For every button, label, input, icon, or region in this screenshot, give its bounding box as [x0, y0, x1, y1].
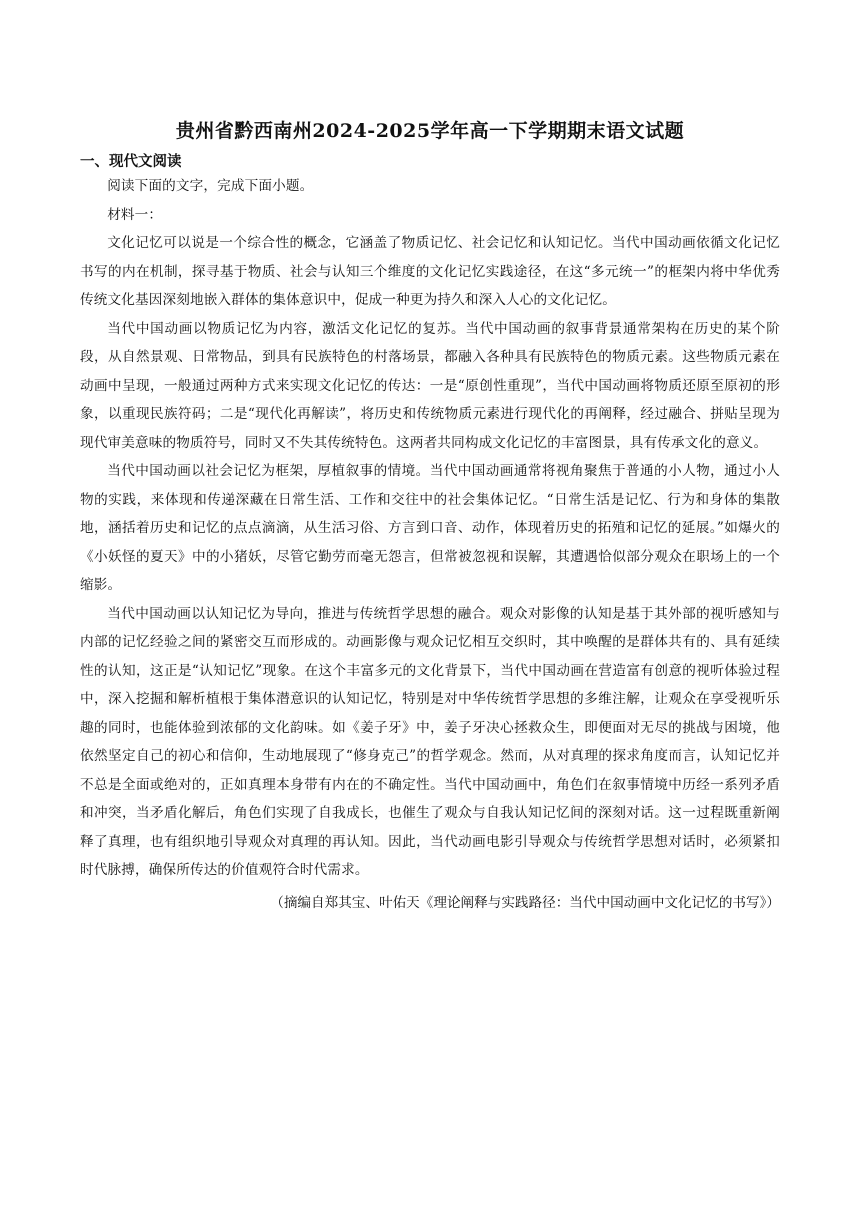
paragraph: 当代中国动画以物质记忆为内容，激活文化记忆的复苏。当代中国动画的叙事背景通常架构在历史的某个阶段，从自然景观、日常物品，到具有民族特色的村落场景，都融入各种具有民族特色的物质元素。这些物质元素在动画中呈现，一般通过两种方式来实现文化记忆的传达：一是“原创性重现”，当代中国动画将物质还原至原初的形象，以重现民族符码；二是“现代化再解读”，将历史和传统物质元素进行现代化的再阐释，经过融合、拼贴呈现为现代审美意味的物质符号，同时又不失其传统特色。这两者共同构成文化记忆的丰富图景，具有传承文化的意义。: [80, 320, 780, 451]
paragraph: 当代中国动画以社会记忆为框架，厚植叙事的情境。当代中国动画通常将视角聚焦于普通的小人物，通过小人物的实践，来体现和传递深藏在日常生活、工作和交往中的社会集体记忆。“日常生活是记忆、行为和身体的集散地，涵括着历史和记忆的点点滴滴，从生活习俗、方言到口音、动作，体现着历史的拓殖和记忆的延展。”如爆火的《小妖怪的夏天》中的小猪妖，尽管它勤劳而毫无怨言，但常被忽视和误解，其遭遇恰似部分观众在职场上的一个缩影。: [80, 463, 780, 593]
instruction-text: 阅读下面的文字，完成下面小题。: [107, 178, 314, 194]
paragraph: 文化记忆可以说是一个综合性的概念，它涵盖了物质记忆、社会记忆和认知记忆。当代中国动画依循文化记忆书写的内在机制，探寻基于物质、社会与认知三个维度的文化记忆实践途径，在这“多元统一”的框架内将中华优秀传统文化基因深刻地嵌入群体的集体意识中，促成一种更为持久和深入人心的文化记忆。: [80, 235, 780, 308]
document-title: 贵州省黔西南州2024-2025学年高一下学期期末语文试题: [175, 120, 685, 142]
reading-passage: [80, 172, 780, 917]
section-heading: 一、现代文阅读: [80, 153, 182, 170]
source-citation: （摘编自郑其宝、叶佑天《理论阐释与实践路径：当代中国动画中文化记忆的书写》）: [270, 894, 780, 911]
material-label: 材料一：: [107, 206, 163, 223]
paragraph: 当代中国动画以认知记忆为导向，推进与传统哲学思想的融合。观众对影像的认知是基于其外部的视听感知与内部的记忆经验之间的紧密交互而形成的。动画影像与观众记忆相互交织时，其中唤醒的是群体共有的、具有延续性的认知，这正是“认知记忆”现象。在这个丰富多元的文化背景下，当代中国动画在营造富有创意的视听体验过程中，深入挖掘和解析植根于集体潜意识的认知记忆，特别是对中华传统哲学思想的多维注解，让观众在享受视听乐趣的同时，也能体验到浓郁的文化韵味。如《姜子牙》中，姜子牙决心拯救众生，即便面对无尽的挑战与困境，他依然坚定自己的初心和信仰，生动地展现了“修身克己”的哲学观念。然而，从对真理的探求角度而言，认知记忆并不总是全面或绝对的，正如真理本身带有内在的不确定性。当代中国动画中，角色们在叙事情境中历经一系列矛盾和冲突，当矛盾化解后，角色们实现了自我成长，也催生了观众与自我认知记忆间的深刻对话。这一过程既重新阐释了真理，也有组织地引导观众对真理的再认知。因此，当代动画电影引导观众与传统哲学思想对话时，必须紧扣时代脉搏，确保所传达的价值观符合时代需求。: [80, 605, 780, 878]
